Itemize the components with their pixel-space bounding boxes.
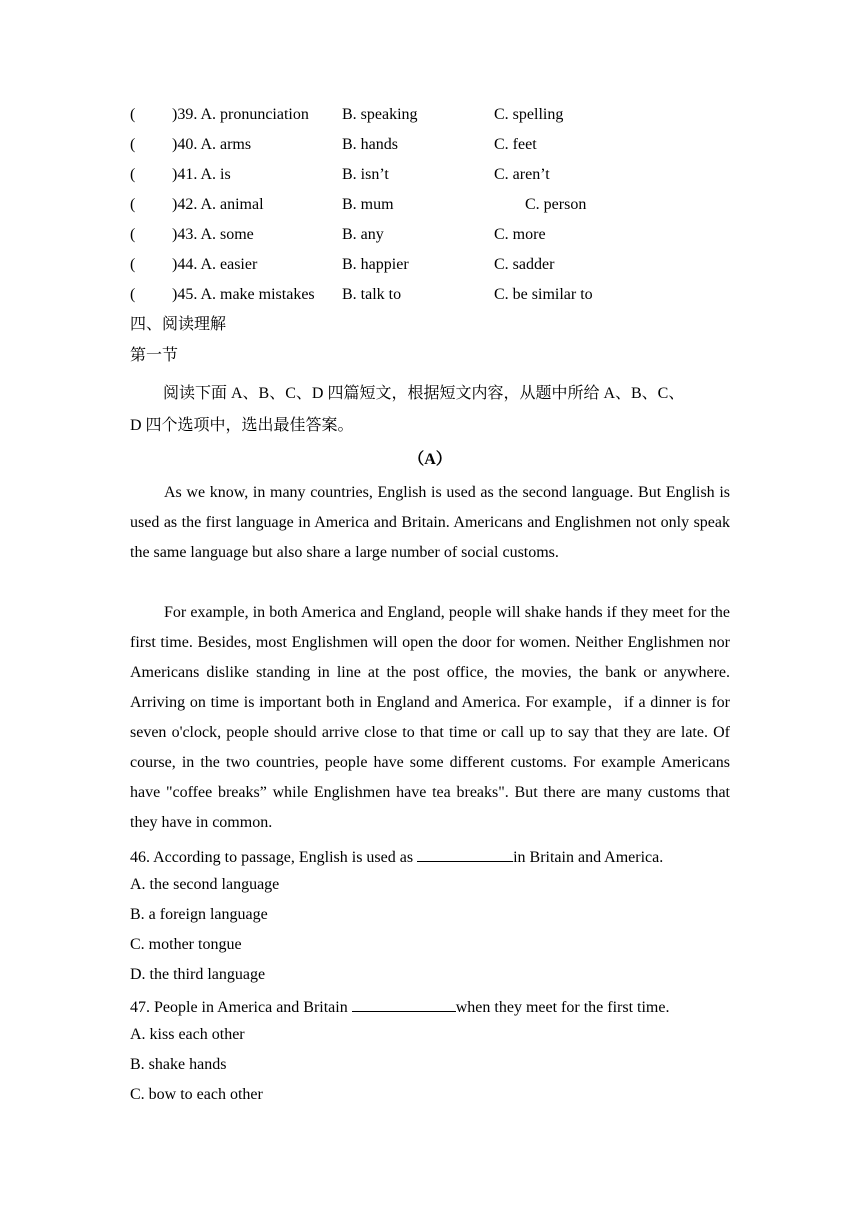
answer-paren: (: [130, 136, 136, 153]
instruction-text-continued: D 四个选项中，选出最佳答案。: [130, 417, 354, 434]
option-b: B. mum: [342, 196, 394, 213]
question-47-option-a: A. kiss each other: [130, 1026, 245, 1043]
section-subheading: 第一节: [130, 347, 179, 364]
option-a: )43. A. some: [172, 226, 254, 243]
answer-paren: (: [130, 286, 136, 303]
answer-paren: (: [130, 106, 136, 123]
answer-blank: [352, 995, 456, 1012]
option-a: )40. A. arms: [172, 136, 252, 153]
option-b: B. talk to: [342, 286, 402, 303]
passage-paragraph-1: As we know, in many countries, English is used as the second language. But English is used as the first language in America and Britain. Americans and Englishmen not only speak the same language but also share a large number of social customs.: [130, 484, 730, 561]
question-47-option-c: C. bow to each other: [130, 1086, 263, 1103]
option-a: )44. A. easier: [172, 256, 258, 273]
option-c: C. be similar to: [494, 286, 593, 303]
answer-paren: (: [130, 196, 136, 213]
option-a: )45. A. make mistakes: [172, 286, 315, 303]
question-46-stem: [130, 845, 663, 868]
passage-label: （A）: [408, 451, 452, 468]
question-46-option-d: D. the third language: [130, 966, 266, 983]
option-c: C. spelling: [494, 106, 564, 123]
option-b: B. isn’t: [342, 166, 389, 183]
question-46-option-b: B. a foreign language: [130, 906, 268, 923]
section-heading: 四、阅读理解: [130, 316, 227, 333]
option-c: C. sadder: [494, 256, 555, 273]
option-c: C. person: [525, 196, 587, 213]
question-stem-before: 47. People in America and Britain: [130, 999, 352, 1016]
question-46-option-c: C. mother tongue: [130, 936, 242, 953]
instruction-text: 阅读下面 A、B、C、D 四篇短文，根据短文内容，从题中所给 A、B、C、: [163, 385, 685, 402]
option-b: B. speaking: [342, 106, 418, 123]
answer-blank: [417, 845, 513, 862]
option-a: )41. A. is: [172, 166, 231, 183]
option-a: )42. A. animal: [172, 196, 264, 213]
answer-paren: (: [130, 226, 136, 243]
option-b: B. hands: [342, 136, 398, 153]
question-stem-after: in Britain and America.: [513, 849, 664, 866]
option-c: C. feet: [494, 136, 537, 153]
passage-paragraph-2: For example, in both America and England, people will shake hands if they meet for the first time. Besides, most Englishmen will open the door for women. Neither Englishmen nor Americans dislike standing in line at the post office, the movies, the bank or anywhere. Arriving on time is important both in England and America. For example，if a dinner is for seven o'clock, people should arrive close to that time or call up to say that they are late. Of course, in the two countries, people have some different customs. For example Americans have "coffee breaks” while Englishmen have tea breaks". But there are many customs that they have in common.: [130, 604, 730, 831]
question-47-option-b: B. shake hands: [130, 1056, 227, 1073]
option-c: C. aren’t: [494, 166, 550, 183]
option-b: B. happier: [342, 256, 409, 273]
question-46-option-a: A. the second language: [130, 876, 280, 893]
option-b: B. any: [342, 226, 384, 243]
option-c: C. more: [494, 226, 546, 243]
answer-paren: (: [130, 166, 136, 183]
question-stem-after: when they meet for the first time.: [455, 999, 670, 1016]
question-stem-before: 46. According to passage, English is used as: [130, 849, 418, 866]
answer-paren: (: [130, 256, 136, 273]
option-a: )39. A. pronunciation: [172, 106, 309, 123]
question-47-stem: [130, 995, 669, 1018]
